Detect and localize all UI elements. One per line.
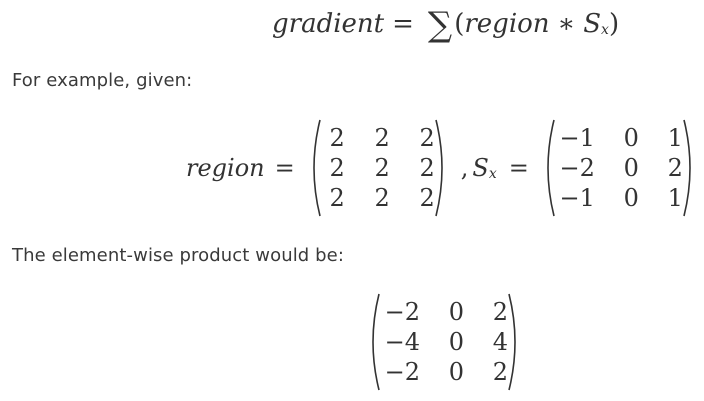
- matrix-cell: 2: [492, 358, 508, 386]
- matrix-cell: −2: [559, 154, 595, 182]
- sobel-x-matrix-grid: [555, 123, 683, 213]
- matrix-cell: −1: [559, 124, 595, 152]
- example-intro-text: For example, given:: [12, 70, 193, 91]
- region-matrix-grid: [321, 123, 435, 213]
- matrix-cell: 2: [374, 184, 390, 212]
- matrix-cell: 2: [329, 124, 345, 152]
- product-intro-text: The element-wise product would be:: [12, 245, 345, 266]
- sx-label-s: S: [472, 154, 489, 182]
- region-matrix: [307, 118, 449, 218]
- right-paren-icon: [683, 118, 697, 218]
- region-equals: =: [274, 154, 295, 182]
- matrix-cell: 0: [448, 298, 464, 326]
- matrix-cell: 2: [329, 154, 345, 182]
- sx-equals: =: [508, 154, 529, 182]
- region-symbol: region: [464, 9, 550, 39]
- matrix-cell: 2: [667, 154, 683, 182]
- matrix-cell: 2: [419, 154, 435, 182]
- left-paren-icon: [366, 292, 380, 392]
- equals-sign: =: [392, 9, 414, 39]
- matrix-cell: 0: [623, 154, 639, 182]
- matrix-cell: 1: [667, 124, 683, 152]
- s-subscript-x: x: [601, 22, 609, 38]
- sobel-x-matrix: [541, 118, 697, 218]
- close-paren: ): [608, 9, 620, 39]
- matrix-cell: 0: [448, 358, 464, 386]
- matrix-cell: 2: [374, 124, 390, 152]
- summation-symbol: ∑: [427, 5, 453, 45]
- product-equation: [366, 292, 522, 392]
- matrix-cell: 0: [623, 124, 639, 152]
- gradient-symbol: gradient: [272, 9, 385, 39]
- matrix-cell: 2: [419, 124, 435, 152]
- right-paren-icon: [435, 118, 449, 218]
- matrix-cell: −2: [384, 298, 420, 326]
- gradient-formula: [272, 2, 619, 46]
- matrix-cell: 0: [448, 328, 464, 356]
- sx-label-subscript: x: [488, 166, 497, 182]
- matrix-cell: 2: [419, 184, 435, 212]
- matrix-cell: 2: [374, 154, 390, 182]
- matrix-cell: 0: [623, 184, 639, 212]
- product-matrix: [366, 292, 522, 392]
- right-paren-icon: [508, 292, 522, 392]
- matrix-cell: 1: [667, 184, 683, 212]
- comma: ,: [460, 154, 469, 182]
- matrix-cell: 2: [492, 298, 508, 326]
- left-paren-icon: [541, 118, 555, 218]
- open-paren: (: [454, 9, 465, 39]
- multiply-operator: ∗: [557, 9, 576, 39]
- matrix-cell: 4: [492, 328, 508, 356]
- s-symbol: S: [583, 9, 602, 39]
- matrix-cell: 2: [329, 184, 345, 212]
- matrix-cell: −2: [384, 358, 420, 386]
- given-equations: [186, 118, 697, 218]
- product-matrix-grid: [380, 297, 508, 387]
- left-paren-icon: [307, 118, 321, 218]
- matrix-cell: −1: [559, 184, 595, 212]
- region-label: region: [186, 154, 265, 182]
- matrix-cell: −4: [384, 328, 420, 356]
